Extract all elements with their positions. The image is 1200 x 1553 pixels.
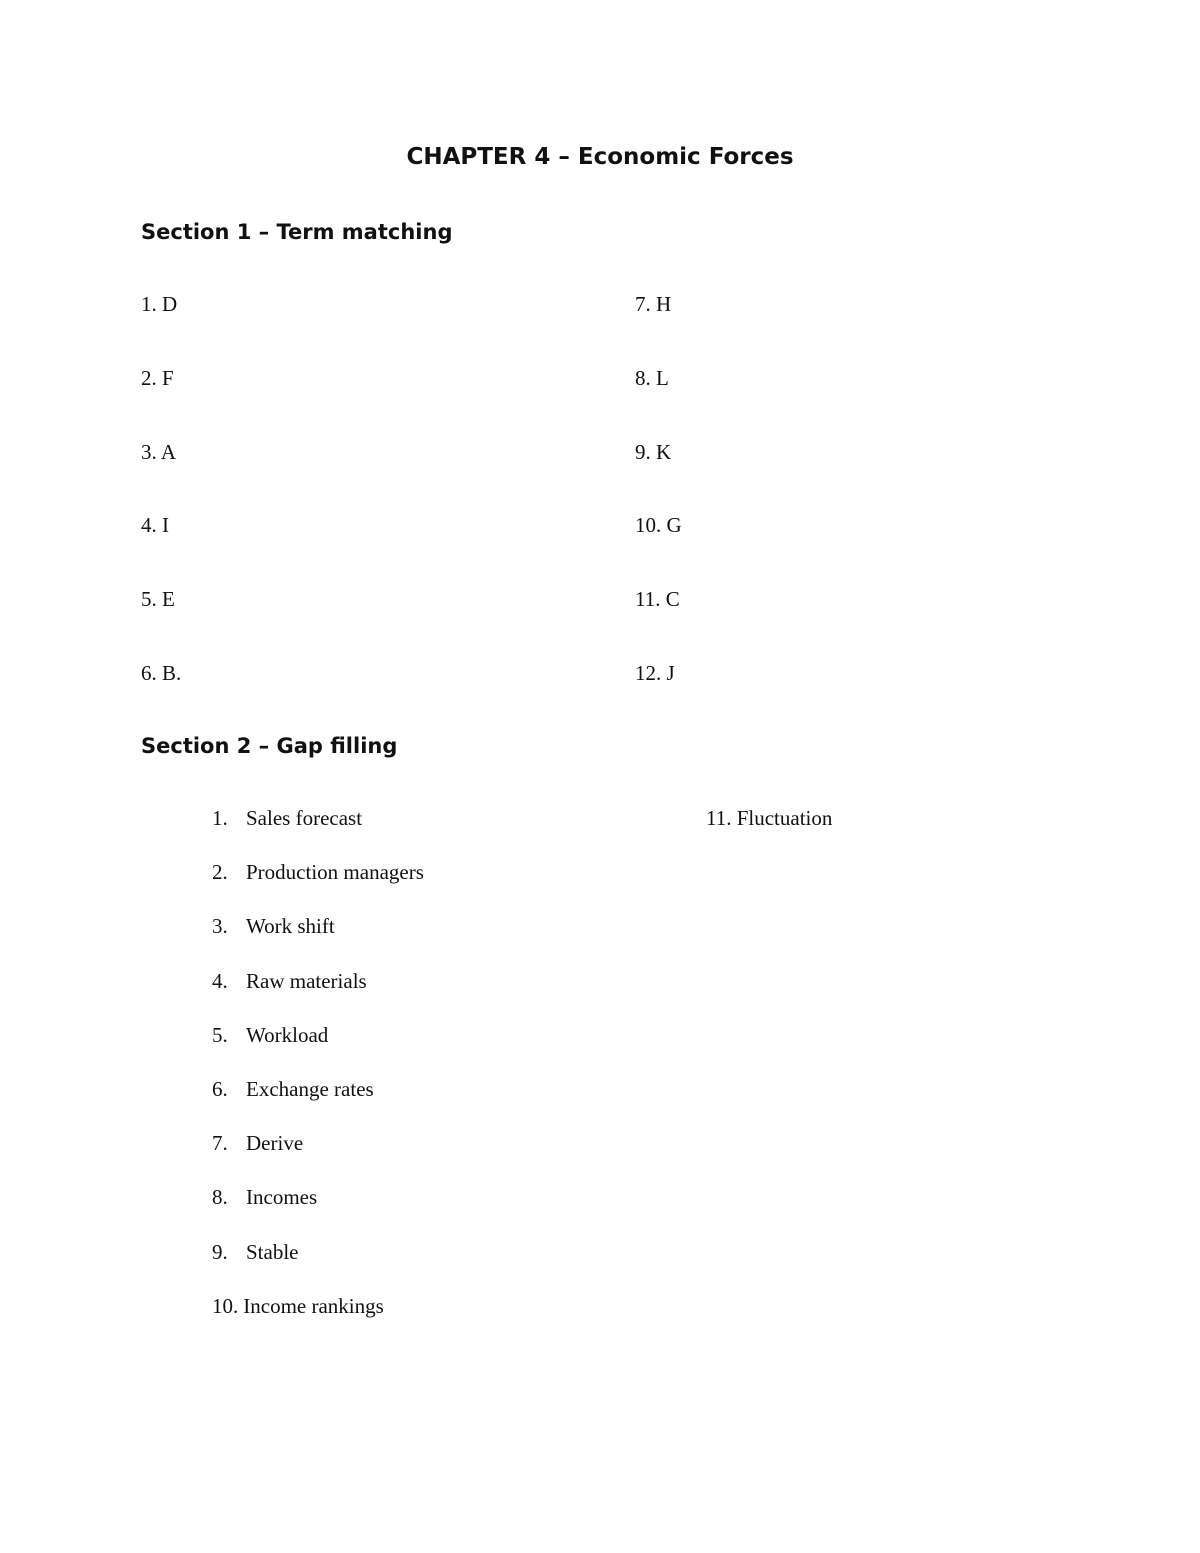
section2-list <box>212 803 424 1345</box>
item-number: 8. <box>212 1185 228 1210</box>
answer-item: 10. G <box>635 513 682 538</box>
item-text: Incomes <box>246 1185 318 1210</box>
answer-item: 12. J <box>635 660 675 685</box>
gap-item <box>212 1291 424 1345</box>
answer-item: 11. C <box>635 587 680 612</box>
answer-item: 4. I <box>141 513 169 538</box>
item-text: Raw materials <box>246 968 367 993</box>
item-number: 5. <box>212 1022 228 1047</box>
item-text: Work shift <box>246 914 335 939</box>
answer-item: 7. H <box>635 292 672 316</box>
answer-item: 8. L <box>635 365 669 390</box>
answer-item: 3. A <box>141 439 177 464</box>
item-number: 6. <box>212 1076 228 1101</box>
gap-item <box>212 1237 424 1291</box>
answer-item: 9. K <box>635 439 672 464</box>
gap-item <box>212 803 424 857</box>
gap-item <box>212 857 424 911</box>
gap-item <box>212 1074 424 1128</box>
section2-heading: Section 2 – Gap filling <box>141 734 398 758</box>
item-text: Income rankings <box>243 1293 384 1318</box>
gap-item-extra: 11. Fluctuation <box>706 806 833 830</box>
answer-item: 5. E <box>141 587 175 612</box>
gap-item <box>212 911 424 965</box>
item-number: 10. <box>212 1293 239 1318</box>
item-number: 3. <box>212 914 228 939</box>
page-title: CHAPTER 4 – Economic Forces <box>406 144 794 170</box>
item-text: Stable <box>246 1239 299 1264</box>
item-text: Production managers <box>246 860 424 885</box>
item-number: 4. <box>212 968 228 993</box>
answer-item: 1. D <box>141 292 178 316</box>
item-number: 1. <box>212 806 228 830</box>
answer-item: 6. B. <box>141 660 182 685</box>
section1-left-column <box>141 289 181 732</box>
gap-item <box>212 966 424 1020</box>
gap-item <box>212 1182 424 1236</box>
answer-item: 2. F <box>141 365 174 390</box>
item-number: 2. <box>212 860 228 885</box>
item-number: 7. <box>212 1131 228 1156</box>
section1-heading: Section 1 – Term matching <box>141 220 453 244</box>
item-text: Sales forecast <box>246 806 363 830</box>
gap-item <box>212 1020 424 1074</box>
item-text: Exchange rates <box>246 1076 374 1101</box>
item-number: 9. <box>212 1239 228 1264</box>
item-text: Workload <box>246 1022 329 1047</box>
section1-right-column <box>635 289 682 732</box>
gap-item <box>212 1128 424 1182</box>
item-text: Derive <box>246 1131 304 1156</box>
